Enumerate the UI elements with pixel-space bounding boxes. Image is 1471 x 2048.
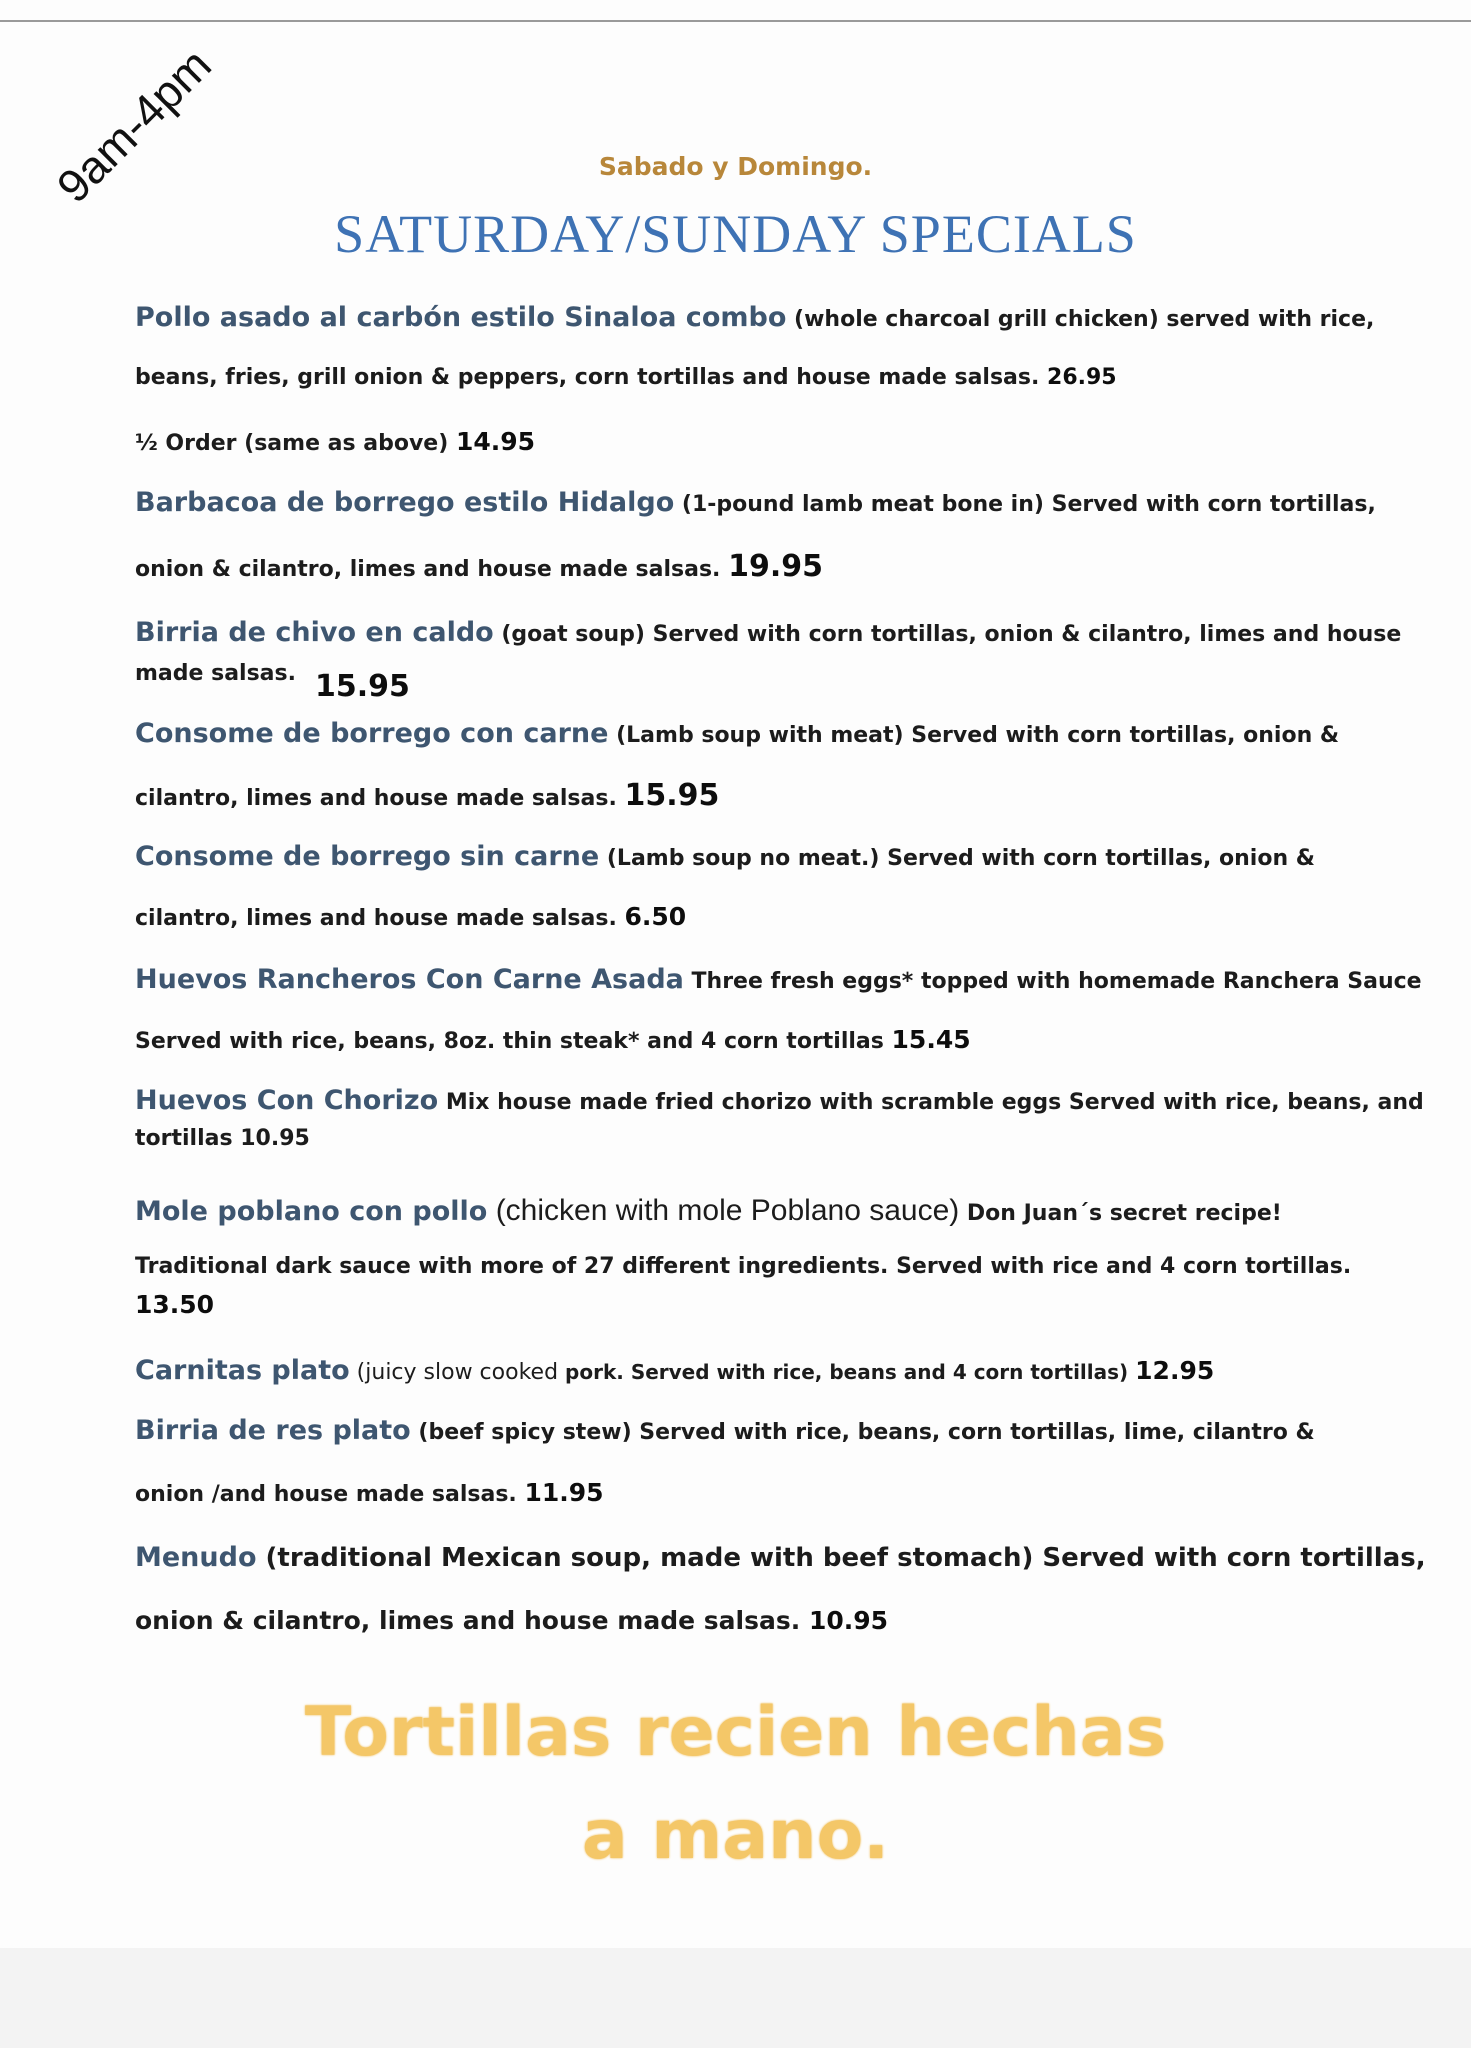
item-price: 6.50 <box>624 902 687 931</box>
item-description: (1-pound lamb meat bone in) Served with corn tortillas, <box>674 492 1376 517</box>
item-name: Huevos Con Chorizo <box>135 1085 439 1116</box>
item-price: 12.95 <box>1135 1356 1215 1385</box>
item-description: made salsas. <box>135 661 296 686</box>
page-bottom-margin <box>0 1948 1471 2048</box>
item-price: 14.95 <box>455 427 536 456</box>
item-name: Menudo <box>135 1542 257 1573</box>
item-description: Three fresh eggs* topped with homemade Ranchera Sauce <box>683 969 1422 994</box>
item-name: Barbacoa de borrego estilo Hidalgo <box>135 487 675 518</box>
item-price: 15.95 <box>624 778 720 813</box>
item-description: onion & cilantro, limes and house made salsas. <box>135 557 729 582</box>
item-description: (traditional Mexican soup, made with beef stomach) Served with corn tortillas, <box>256 1543 1426 1573</box>
item-description: (Lamb soup no meat.) Served with corn tortillas, onion & <box>599 846 1315 871</box>
item-description: (whole charcoal grill chicken) served with rice, <box>786 307 1375 332</box>
footer-line-1: Tortillas recien hechas <box>304 1693 1167 1772</box>
item-name: ½ Order (same as above) <box>135 431 456 456</box>
item-description: onion /and house made salsas. <box>135 1482 525 1507</box>
menu-title: SATURDAY/SUNDAY SPECIALS <box>334 204 1137 264</box>
item-name: Mole poblano con pollo <box>135 1196 488 1227</box>
item-name: Birria de res plato <box>135 1415 411 1446</box>
item-name: Carnitas plato <box>135 1355 350 1386</box>
item-price: 13.50 <box>135 1290 215 1319</box>
item-description: pork. Served with rice, beans and 4 corn tortillas) <box>565 1360 1136 1384</box>
item-description: Served with rice, beans, 8oz. thin steak* and 4 corn tortillas <box>135 1029 892 1054</box>
item-description: beans, fries, grill onion & peppers, corn tortillas and house made salsas. <box>135 365 1048 390</box>
item-price: 15.95 <box>315 669 410 704</box>
item-name: Consome de borrego sin carne <box>135 841 600 872</box>
menu-subtitle: Sabado y Domingo. <box>598 152 873 181</box>
hours-label: 9am-4pm <box>46 38 221 213</box>
item-price: 26.95 <box>1047 365 1117 390</box>
item-price: 11.95 <box>524 1478 604 1507</box>
item-description: (goat soup) Served with corn tortillas, onion & cilantro, limes and house <box>493 622 1402 647</box>
item-description: (Lamb soup with meat) Served with corn tortillas, onion & <box>608 723 1340 748</box>
item-price: 15.45 <box>891 1025 971 1054</box>
item-description: tortillas 10.95 <box>135 1126 310 1151</box>
item-description: Mix house made fried chorizo with scramble eggs Served with rice, beans, and <box>438 1090 1424 1115</box>
item-name: Birria de chivo en caldo <box>135 617 494 648</box>
item-description: onion & cilantro, limes and house made salsas. <box>135 1606 809 1635</box>
item-name: Huevos Rancheros Con Carne Asada <box>135 964 684 995</box>
item-description: (beef spicy stew) Served with rice, beans, corn tortillas, lime, cilantro & <box>410 1420 1315 1445</box>
item-description: (chicken with mole Poblano sauce) <box>487 1194 960 1227</box>
item-description: Traditional dark sauce with more of 27 different ingredients. Served with rice and 4 corn tortillas. <box>135 1254 1352 1279</box>
item-name: Consome de borrego con carne <box>135 718 609 749</box>
item-description: (juicy slow cooked <box>349 1360 566 1385</box>
item-name: Pollo asado al carbón estilo Sinaloa combo <box>135 302 787 333</box>
item-price: 19.95 <box>728 549 823 584</box>
top-divider <box>0 20 1471 22</box>
item-description: cilantro, limes and house made salsas. <box>135 906 625 931</box>
item-description: cilantro, limes and house made salsas. <box>135 786 625 811</box>
item-description: Don Juan´s secret recipe! <box>959 1201 1282 1226</box>
footer-line-2: a mano. <box>581 1796 890 1875</box>
item-price: 10.95 <box>808 1606 889 1635</box>
